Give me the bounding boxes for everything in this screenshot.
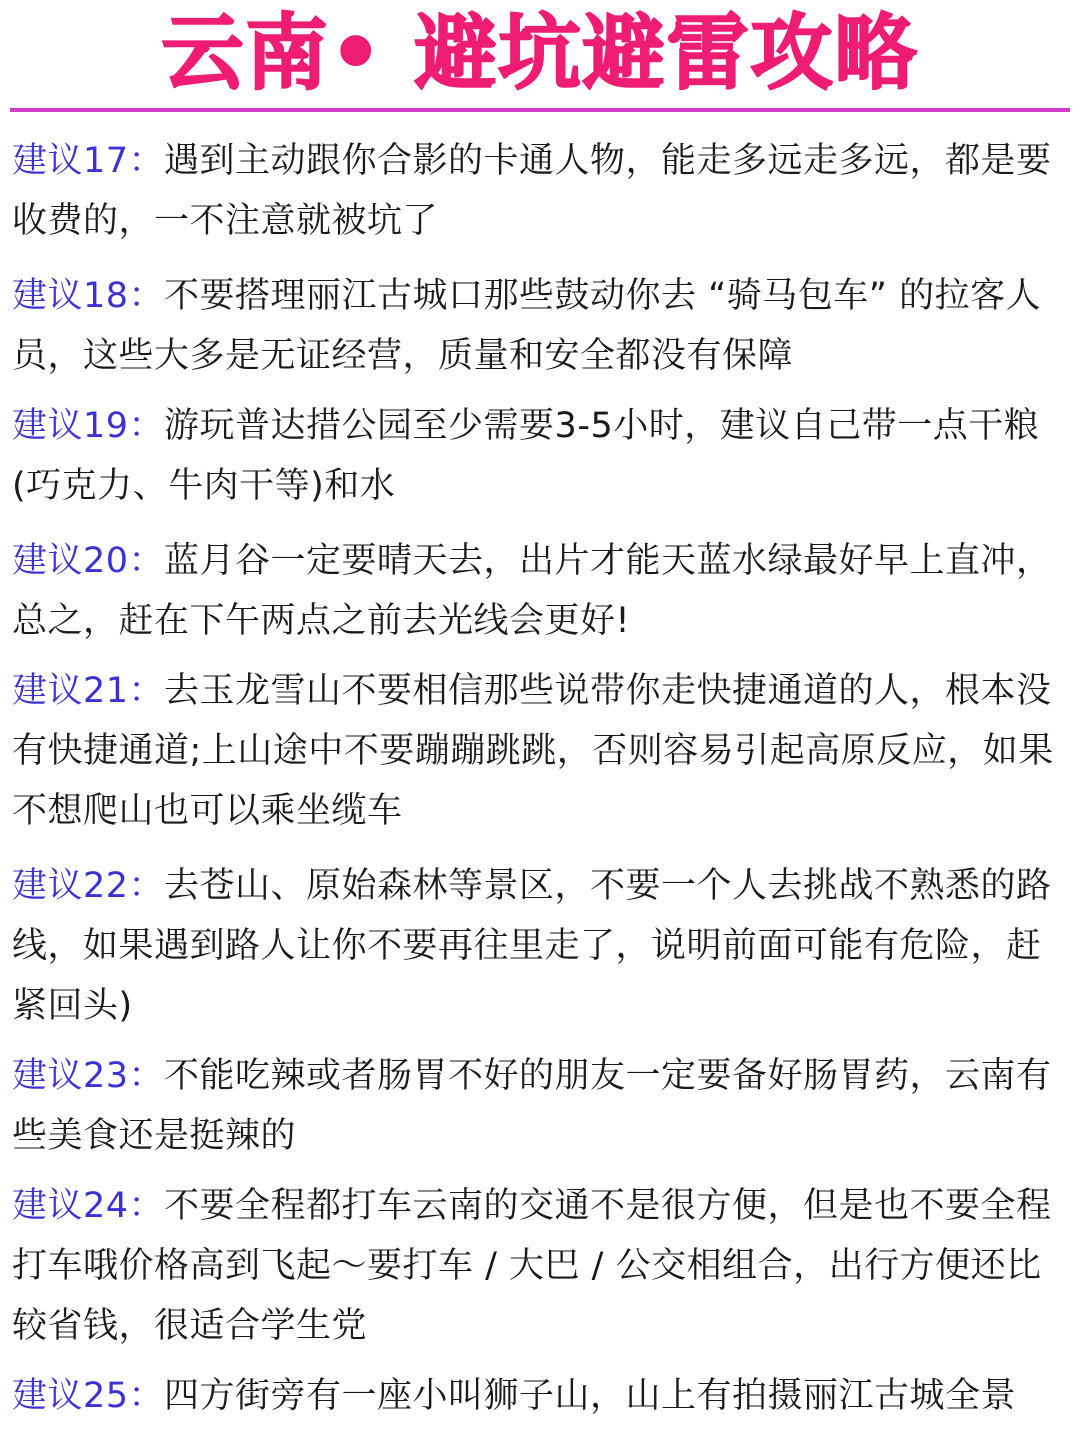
tip-text: 四方街旁有一座小叫狮子山，山上有拍摄丽江古城全景 [164,1376,1017,1416]
tip-22 [12,856,1074,1036]
tip-23 [12,1046,1074,1166]
tip-text: 不能吃辣或者肠胃不好的朋友一定要备好肠胃药，云南有些美食还是挺辣的 [12,1056,1052,1156]
tip-text: 不要全程都打车云南的交通不是很方便，但是也不要全程打车哦价格高到飞起～要打车 / 大巴 / 公交相组合，出行方便还比较省钱，很适合学生党 [12,1186,1052,1346]
tip-text: 去苍山、原始森林等景区，不要一个人去挑战不熟悉的路线，如果遇到路人让你不要再往里走了，说明前面可能有危险，赶紧回头) [12,866,1052,1026]
tip-21 [12,661,1074,841]
title-divider [10,108,1070,112]
tip-text: 去玉龙雪山不要相信那些说带你走快捷通道的人，根本没有快捷通道;上山途中不要蹦蹦跳跳，否则容易引起高原反应，如果不想爬山也可以乘坐缆车 [12,671,1054,831]
tip-label: 建议21： [12,671,165,711]
tip-text: 游玩普达措公园至少需要3-5小时，建议自己带一点干粮(巧克力、牛肉干等)和水 [12,406,1040,506]
tip-label: 建议22： [12,866,165,906]
page-title: 云南• 避坑避雷攻略 [161,6,919,101]
tip-label: 建议23： [12,1056,165,1096]
tip-18 [12,266,1074,386]
tip-text: 遇到主动跟你合影的卡通人物，能走多远走多远，都是要收费的，一不注意就被坑了 [12,141,1052,241]
tip-label: 建议20： [12,541,165,581]
tip-19 [12,396,1074,516]
tip-24 [12,1176,1074,1356]
tip-25 [12,1366,1074,1426]
tip-text: 不要搭理丽江古城口那些鼓动你去 “骑马包车” 的拉客人员，这些大多是无证经营，质量和安全都没有保障 [12,276,1042,376]
tip-label: 建议18： [12,276,165,316]
tip-label: 建议19： [12,406,165,446]
tip-label: 建议25： [12,1376,165,1416]
tip-17 [12,131,1074,251]
tip-label: 建议24： [12,1186,165,1226]
tip-20 [12,531,1074,651]
tip-label: 建议17： [12,141,165,181]
tip-text: 蓝月谷一定要晴天去，出片才能天蓝水绿最好早上直冲，总之，赶在下午两点之前去光线会更好! [12,541,1052,641]
